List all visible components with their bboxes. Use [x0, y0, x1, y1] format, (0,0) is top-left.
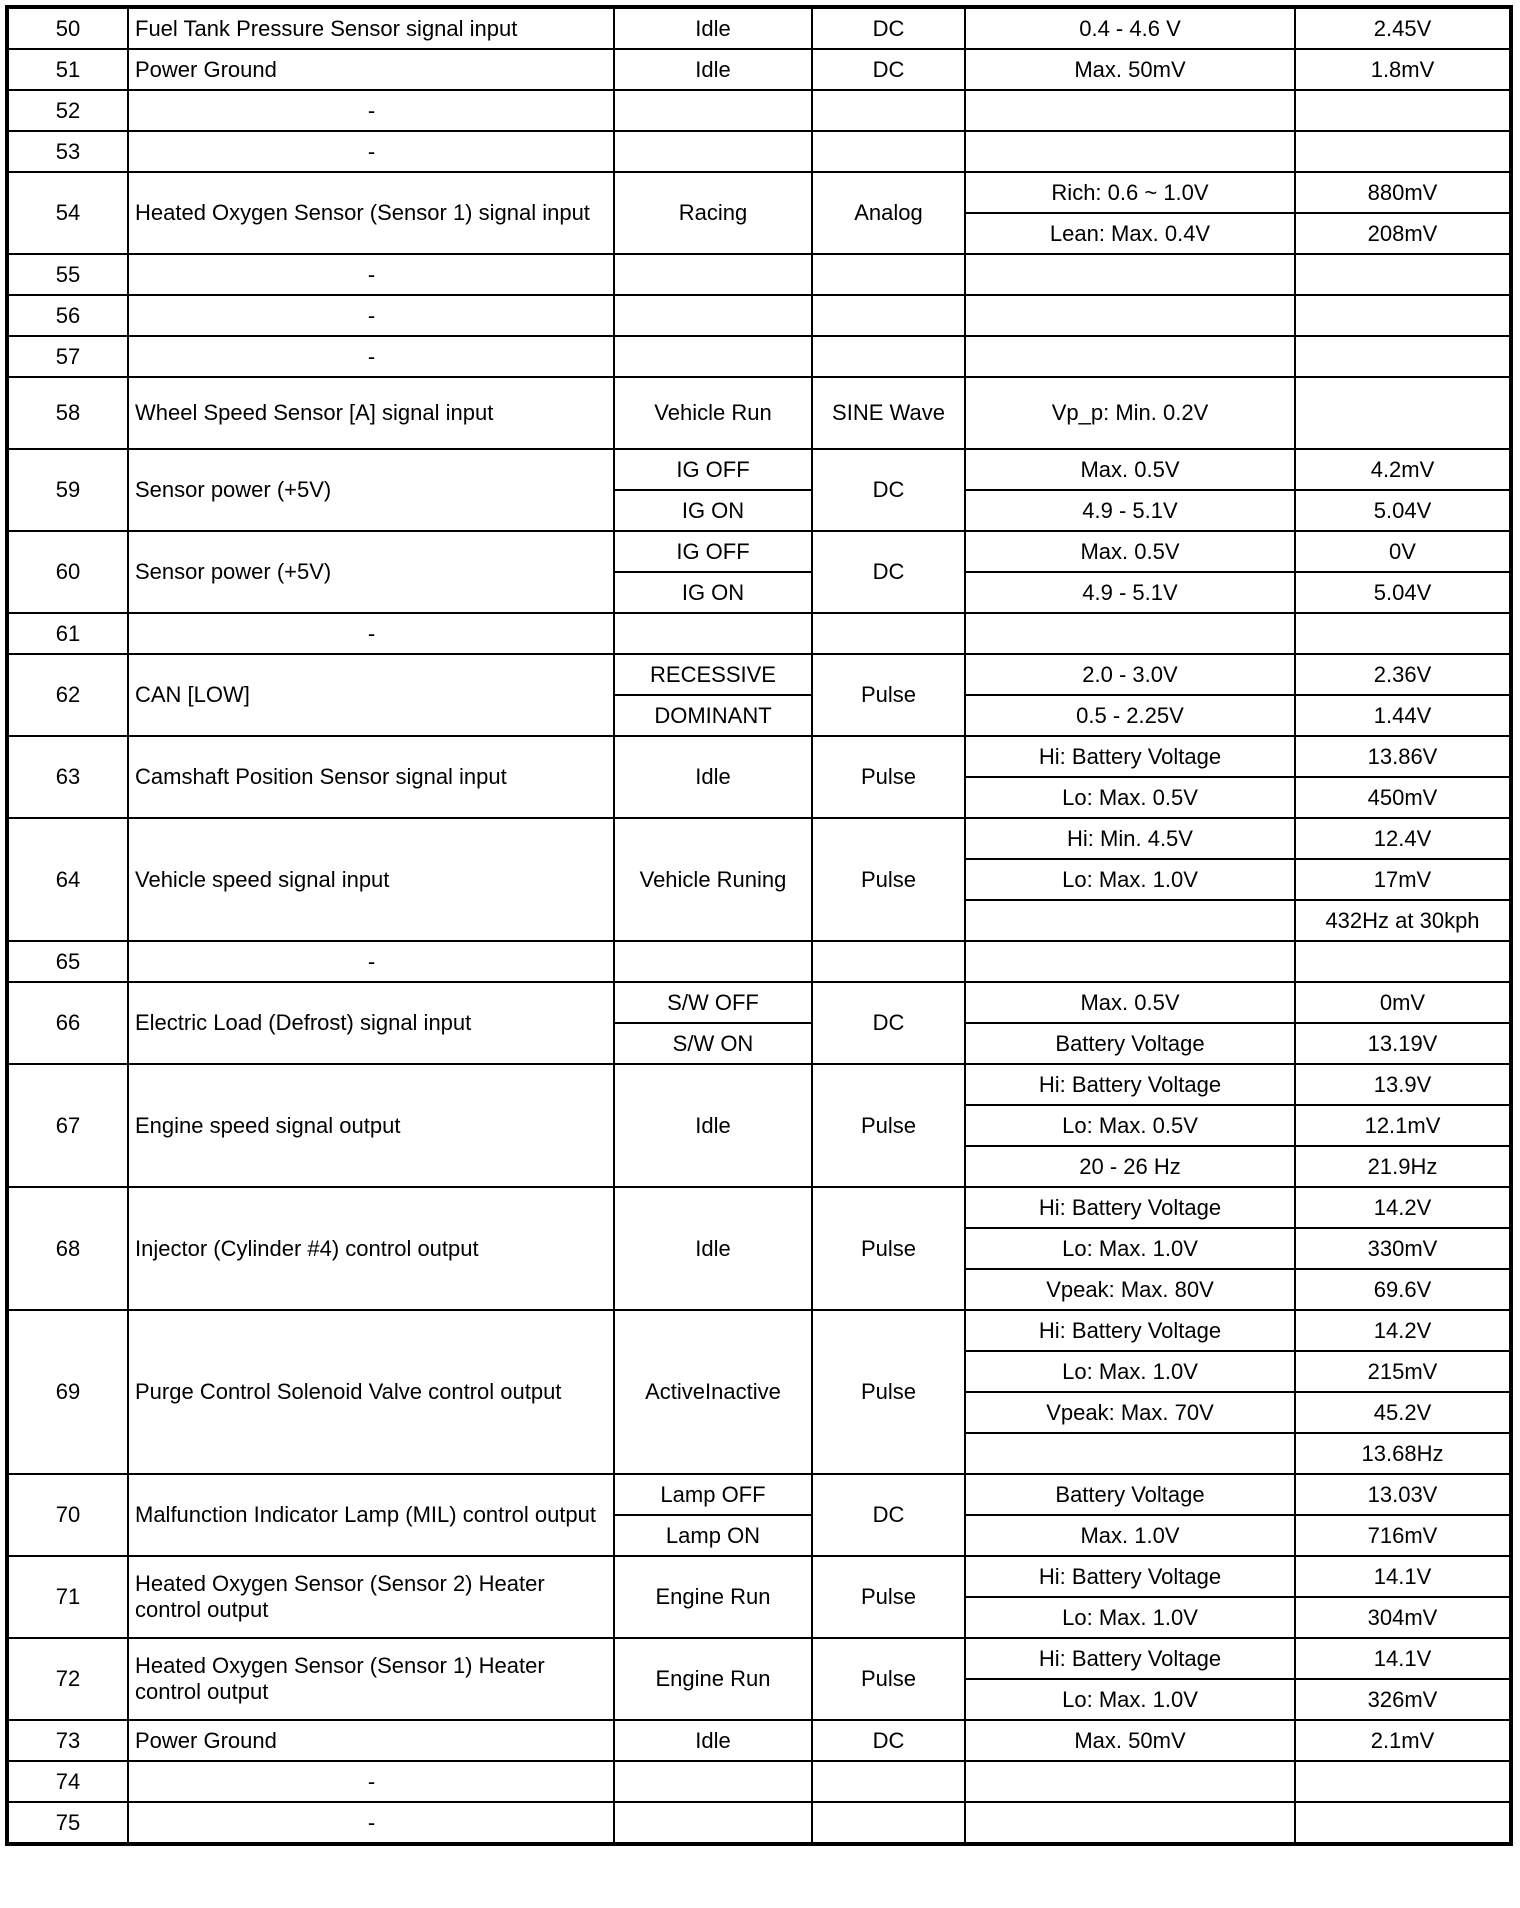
condition-cell: [614, 254, 812, 295]
specification-cell: Vpeak: Max. 80V: [965, 1269, 1295, 1310]
specification-cell: 4.9 - 5.1V: [965, 490, 1295, 531]
description-cell: -: [128, 1761, 614, 1802]
condition-cell: Engine Run: [614, 1556, 812, 1638]
measured-value-cell: 326mV: [1295, 1679, 1511, 1720]
condition-cell: IG ON: [614, 572, 812, 613]
table-row: [7, 818, 1511, 859]
table-row: [7, 90, 1511, 131]
condition-cell: [614, 90, 812, 131]
table-row: [7, 941, 1511, 982]
measured-value-cell: 880mV: [1295, 172, 1511, 213]
specification-cell: Max. 50mV: [965, 49, 1295, 90]
measured-value-cell: [1295, 941, 1511, 982]
signal-type-cell: [812, 941, 965, 982]
measured-value-cell: 0V: [1295, 531, 1511, 572]
pin-number-cell: 66: [7, 982, 128, 1064]
condition-cell: [614, 295, 812, 336]
condition-cell: Lamp OFF: [614, 1474, 812, 1515]
table-row: [7, 1474, 1511, 1515]
description-cell: -: [128, 295, 614, 336]
description-cell: Purge Control Solenoid Valve control output: [128, 1310, 614, 1474]
specification-cell: Vp_p: Min. 0.2V: [965, 377, 1295, 449]
measured-value-cell: 0mV: [1295, 982, 1511, 1023]
specification-cell: [965, 613, 1295, 654]
specification-cell: 0.5 - 2.25V: [965, 695, 1295, 736]
description-cell: -: [128, 941, 614, 982]
specification-cell: [965, 941, 1295, 982]
signal-type-cell: Pulse: [812, 1187, 965, 1310]
specification-cell: Hi: Battery Voltage: [965, 1187, 1295, 1228]
description-cell: Power Ground: [128, 49, 614, 90]
condition-cell: IG OFF: [614, 531, 812, 572]
measured-value-cell: [1295, 1761, 1511, 1802]
measured-value-cell: 45.2V: [1295, 1392, 1511, 1433]
measured-value-cell: 1.44V: [1295, 695, 1511, 736]
description-cell: CAN [LOW]: [128, 654, 614, 736]
pin-number-cell: 70: [7, 1474, 128, 1556]
specification-cell: [965, 90, 1295, 131]
table-row: [7, 613, 1511, 654]
table-row: [7, 131, 1511, 172]
description-cell: Wheel Speed Sensor [A] signal input: [128, 377, 614, 449]
signal-type-cell: Pulse: [812, 1556, 965, 1638]
table-row: [7, 1556, 1511, 1597]
signal-type-cell: [812, 254, 965, 295]
signal-type-cell: [812, 1761, 965, 1802]
specification-cell: Battery Voltage: [965, 1023, 1295, 1064]
measured-value-cell: 13.19V: [1295, 1023, 1511, 1064]
specification-cell: Vpeak: Max. 70V: [965, 1392, 1295, 1433]
table-row: [7, 1761, 1511, 1802]
condition-cell: IG OFF: [614, 449, 812, 490]
condition-cell: [614, 613, 812, 654]
specification-cell: Rich: 0.6 ~ 1.0V: [965, 172, 1295, 213]
description-cell: -: [128, 90, 614, 131]
signal-type-cell: DC: [812, 1474, 965, 1556]
description-cell: Sensor power (+5V): [128, 449, 614, 531]
signal-type-cell: [812, 131, 965, 172]
measured-value-cell: 450mV: [1295, 777, 1511, 818]
measured-value-cell: 21.9Hz: [1295, 1146, 1511, 1187]
measured-value-cell: [1295, 336, 1511, 377]
specification-cell: Lean: Max. 0.4V: [965, 213, 1295, 254]
condition-cell: Racing: [614, 172, 812, 254]
measured-value-cell: [1295, 1802, 1511, 1844]
description-cell: -: [128, 254, 614, 295]
specification-cell: Lo: Max. 1.0V: [965, 1597, 1295, 1638]
specification-cell: Hi: Battery Voltage: [965, 1638, 1295, 1679]
measured-value-cell: 14.2V: [1295, 1310, 1511, 1351]
measured-value-cell: 69.6V: [1295, 1269, 1511, 1310]
measured-value-cell: 13.9V: [1295, 1064, 1511, 1105]
table-row: [7, 1638, 1511, 1679]
signal-type-cell: DC: [812, 7, 965, 49]
specification-cell: Max. 50mV: [965, 1720, 1295, 1761]
measured-value-cell: 215mV: [1295, 1351, 1511, 1392]
table-row: [7, 377, 1511, 449]
signal-type-cell: [812, 295, 965, 336]
condition-cell: Idle: [614, 1187, 812, 1310]
description-cell: Sensor power (+5V): [128, 531, 614, 613]
table-row: [7, 1310, 1511, 1351]
description-cell: Heated Oxygen Sensor (Sensor 1) signal input: [128, 172, 614, 254]
measured-value-cell: 330mV: [1295, 1228, 1511, 1269]
measured-value-cell: 14.2V: [1295, 1187, 1511, 1228]
condition-cell: RECESSIVE: [614, 654, 812, 695]
table-row: [7, 982, 1511, 1023]
signal-type-cell: [812, 336, 965, 377]
signal-type-cell: Pulse: [812, 736, 965, 818]
measured-value-cell: [1295, 613, 1511, 654]
specification-cell: Max. 0.5V: [965, 531, 1295, 572]
description-cell: Heated Oxygen Sensor (Sensor 1) Heater control output: [128, 1638, 614, 1720]
measured-value-cell: 14.1V: [1295, 1638, 1511, 1679]
pin-number-cell: 72: [7, 1638, 128, 1720]
table-row: [7, 1802, 1511, 1844]
description-cell: Malfunction Indicator Lamp (MIL) control output: [128, 1474, 614, 1556]
table-row: [7, 49, 1511, 90]
measured-value-cell: 13.68Hz: [1295, 1433, 1511, 1474]
measured-value-cell: [1295, 377, 1511, 449]
table-row: [7, 654, 1511, 695]
pin-number-cell: 57: [7, 336, 128, 377]
signal-type-cell: SINE Wave: [812, 377, 965, 449]
specification-cell: [965, 336, 1295, 377]
signal-type-cell: [812, 90, 965, 131]
pin-number-cell: 67: [7, 1064, 128, 1187]
measured-value-cell: 12.4V: [1295, 818, 1511, 859]
signal-type-cell: Pulse: [812, 818, 965, 941]
pin-number-cell: 54: [7, 172, 128, 254]
specification-cell: Hi: Battery Voltage: [965, 1556, 1295, 1597]
specification-cell: [965, 295, 1295, 336]
specification-cell: [965, 1761, 1295, 1802]
condition-cell: Vehicle Run: [614, 377, 812, 449]
description-cell: Power Ground: [128, 1720, 614, 1761]
specification-cell: Lo: Max. 1.0V: [965, 1351, 1295, 1392]
description-cell: -: [128, 131, 614, 172]
condition-cell: [614, 1802, 812, 1844]
pin-number-cell: 59: [7, 449, 128, 531]
pin-number-cell: 74: [7, 1761, 128, 1802]
pin-number-cell: 52: [7, 90, 128, 131]
signal-type-cell: DC: [812, 531, 965, 613]
pin-number-cell: 68: [7, 1187, 128, 1310]
measured-value-cell: 4.2mV: [1295, 449, 1511, 490]
specification-cell: [965, 1433, 1295, 1474]
table-row: [7, 295, 1511, 336]
specification-cell: 20 - 26 Hz: [965, 1146, 1295, 1187]
condition-cell: Lamp ON: [614, 1515, 812, 1556]
description-cell: -: [128, 336, 614, 377]
condition-cell: Vehicle Runing: [614, 818, 812, 941]
measured-value-cell: 2.36V: [1295, 654, 1511, 695]
condition-cell: [614, 941, 812, 982]
measured-value-cell: [1295, 131, 1511, 172]
pin-number-cell: 51: [7, 49, 128, 90]
specification-cell: Battery Voltage: [965, 1474, 1295, 1515]
signal-type-cell: DC: [812, 449, 965, 531]
measured-value-cell: 208mV: [1295, 213, 1511, 254]
signal-type-cell: DC: [812, 49, 965, 90]
measured-value-cell: [1295, 90, 1511, 131]
description-cell: Fuel Tank Pressure Sensor signal input: [128, 7, 614, 49]
description-cell: Heated Oxygen Sensor (Sensor 2) Heater control output: [128, 1556, 614, 1638]
signal-type-cell: Analog: [812, 172, 965, 254]
signal-type-cell: Pulse: [812, 1310, 965, 1474]
specification-cell: 4.9 - 5.1V: [965, 572, 1295, 613]
specification-cell: Lo: Max. 1.0V: [965, 1228, 1295, 1269]
pin-number-cell: 63: [7, 736, 128, 818]
pin-number-cell: 62: [7, 654, 128, 736]
table-row: [7, 336, 1511, 377]
condition-cell: Engine Run: [614, 1638, 812, 1720]
specification-cell: Lo: Max. 0.5V: [965, 1105, 1295, 1146]
signal-type-cell: Pulse: [812, 654, 965, 736]
specification-cell: Lo: Max. 0.5V: [965, 777, 1295, 818]
condition-cell: [614, 131, 812, 172]
description-cell: -: [128, 1802, 614, 1844]
description-cell: Injector (Cylinder #4) control output: [128, 1187, 614, 1310]
condition-cell: Idle: [614, 736, 812, 818]
description-cell: -: [128, 613, 614, 654]
table-row: [7, 531, 1511, 572]
signal-type-cell: Pulse: [812, 1638, 965, 1720]
specification-cell: Hi: Battery Voltage: [965, 1310, 1295, 1351]
pin-number-cell: 56: [7, 295, 128, 336]
specification-cell: [965, 1802, 1295, 1844]
measured-value-cell: 304mV: [1295, 1597, 1511, 1638]
table-row: [7, 1064, 1511, 1105]
condition-cell: Idle: [614, 49, 812, 90]
pin-number-cell: 64: [7, 818, 128, 941]
description-cell: Electric Load (Defrost) signal input: [128, 982, 614, 1064]
measured-value-cell: [1295, 254, 1511, 295]
pin-number-cell: 60: [7, 531, 128, 613]
measured-value-cell: 716mV: [1295, 1515, 1511, 1556]
table-row: [7, 1187, 1511, 1228]
measured-value-cell: 12.1mV: [1295, 1105, 1511, 1146]
specification-cell: Hi: Battery Voltage: [965, 736, 1295, 777]
pin-number-cell: 75: [7, 1802, 128, 1844]
table-row: [7, 1720, 1511, 1761]
pin-number-cell: 61: [7, 613, 128, 654]
measured-value-cell: 1.8mV: [1295, 49, 1511, 90]
description-cell: Camshaft Position Sensor signal input: [128, 736, 614, 818]
specification-cell: [965, 254, 1295, 295]
measured-value-cell: 2.1mV: [1295, 1720, 1511, 1761]
specification-cell: 0.4 - 4.6 V: [965, 7, 1295, 49]
condition-cell: DOMINANT: [614, 695, 812, 736]
specification-cell: 2.0 - 3.0V: [965, 654, 1295, 695]
specification-cell: [965, 900, 1295, 941]
pin-number-cell: 65: [7, 941, 128, 982]
specification-cell: Lo: Max. 1.0V: [965, 859, 1295, 900]
measured-value-cell: 5.04V: [1295, 490, 1511, 531]
measured-value-cell: 2.45V: [1295, 7, 1511, 49]
specification-cell: Max. 0.5V: [965, 982, 1295, 1023]
table-row: [7, 7, 1511, 49]
condition-cell: [614, 336, 812, 377]
pin-number-cell: 53: [7, 131, 128, 172]
table-row: [7, 449, 1511, 490]
signal-type-cell: [812, 613, 965, 654]
pin-number-cell: 55: [7, 254, 128, 295]
specification-cell: Hi: Min. 4.5V: [965, 818, 1295, 859]
specification-cell: Max. 0.5V: [965, 449, 1295, 490]
description-cell: Vehicle speed signal input: [128, 818, 614, 941]
signal-type-cell: DC: [812, 982, 965, 1064]
signal-type-cell: [812, 1802, 965, 1844]
measured-value-cell: 432Hz at 30kph: [1295, 900, 1511, 941]
measured-value-cell: 14.1V: [1295, 1556, 1511, 1597]
condition-cell: Idle: [614, 1064, 812, 1187]
pin-number-cell: 69: [7, 1310, 128, 1474]
signal-type-cell: DC: [812, 1720, 965, 1761]
specification-cell: Hi: Battery Voltage: [965, 1064, 1295, 1105]
pin-spec-table: [5, 5, 1513, 1846]
pin-number-cell: 58: [7, 377, 128, 449]
description-cell: Engine speed signal output: [128, 1064, 614, 1187]
table-row: [7, 736, 1511, 777]
pin-number-cell: 73: [7, 1720, 128, 1761]
condition-cell: ActiveInactive: [614, 1310, 812, 1474]
pin-table-body: [7, 7, 1511, 1844]
condition-cell: [614, 1761, 812, 1802]
table-row: [7, 254, 1511, 295]
condition-cell: Idle: [614, 7, 812, 49]
specification-cell: Lo: Max. 1.0V: [965, 1679, 1295, 1720]
table-row: [7, 172, 1511, 213]
condition-cell: S/W ON: [614, 1023, 812, 1064]
pin-number-cell: 50: [7, 7, 128, 49]
measured-value-cell: 5.04V: [1295, 572, 1511, 613]
measured-value-cell: [1295, 295, 1511, 336]
specification-cell: Max. 1.0V: [965, 1515, 1295, 1556]
condition-cell: Idle: [614, 1720, 812, 1761]
condition-cell: S/W OFF: [614, 982, 812, 1023]
condition-cell: IG ON: [614, 490, 812, 531]
measured-value-cell: 13.03V: [1295, 1474, 1511, 1515]
measured-value-cell: 17mV: [1295, 859, 1511, 900]
specification-cell: [965, 131, 1295, 172]
pin-number-cell: 71: [7, 1556, 128, 1638]
measured-value-cell: 13.86V: [1295, 736, 1511, 777]
signal-type-cell: Pulse: [812, 1064, 965, 1187]
